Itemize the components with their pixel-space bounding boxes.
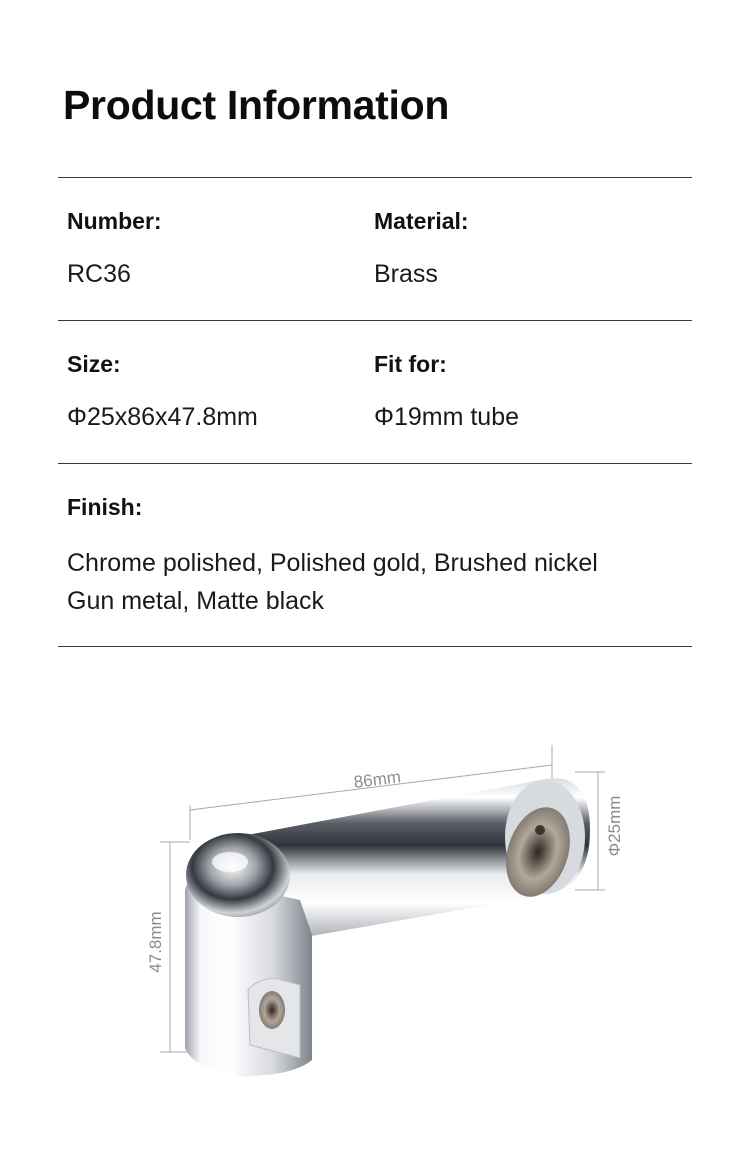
dimension-length-label: 86mm <box>352 767 402 792</box>
divider <box>58 177 692 178</box>
finish-value <box>67 544 598 620</box>
size-value: Φ25x86x47.8mm <box>67 403 258 431</box>
product-image <box>0 690 750 1130</box>
set-screw-icon <box>535 825 545 835</box>
dimension-diameter-label: Φ25mm <box>605 795 624 857</box>
number-value: RC36 <box>67 260 131 288</box>
dimension-height-label: 47.8mm <box>146 911 165 973</box>
finish-line: Gun metal, Matte black <box>67 587 325 615</box>
fit-for-label: Fit for: <box>374 351 447 377</box>
material-label: Material: <box>374 208 469 234</box>
size-label: Size: <box>67 351 121 377</box>
glass-slot-hole <box>259 991 285 1029</box>
divider <box>58 463 692 464</box>
page-title: Product Information <box>63 82 450 128</box>
divider <box>58 646 692 647</box>
number-label: Number: <box>67 208 162 234</box>
divider <box>58 320 692 321</box>
finish-label: Finish: <box>67 494 143 520</box>
fit-for-value: Φ19mm tube <box>374 403 520 431</box>
finish-line: Chrome polished, Polished gold, Brushed nickel <box>67 549 598 577</box>
material-value: Brass <box>374 260 438 288</box>
elbow-cap <box>186 833 290 917</box>
